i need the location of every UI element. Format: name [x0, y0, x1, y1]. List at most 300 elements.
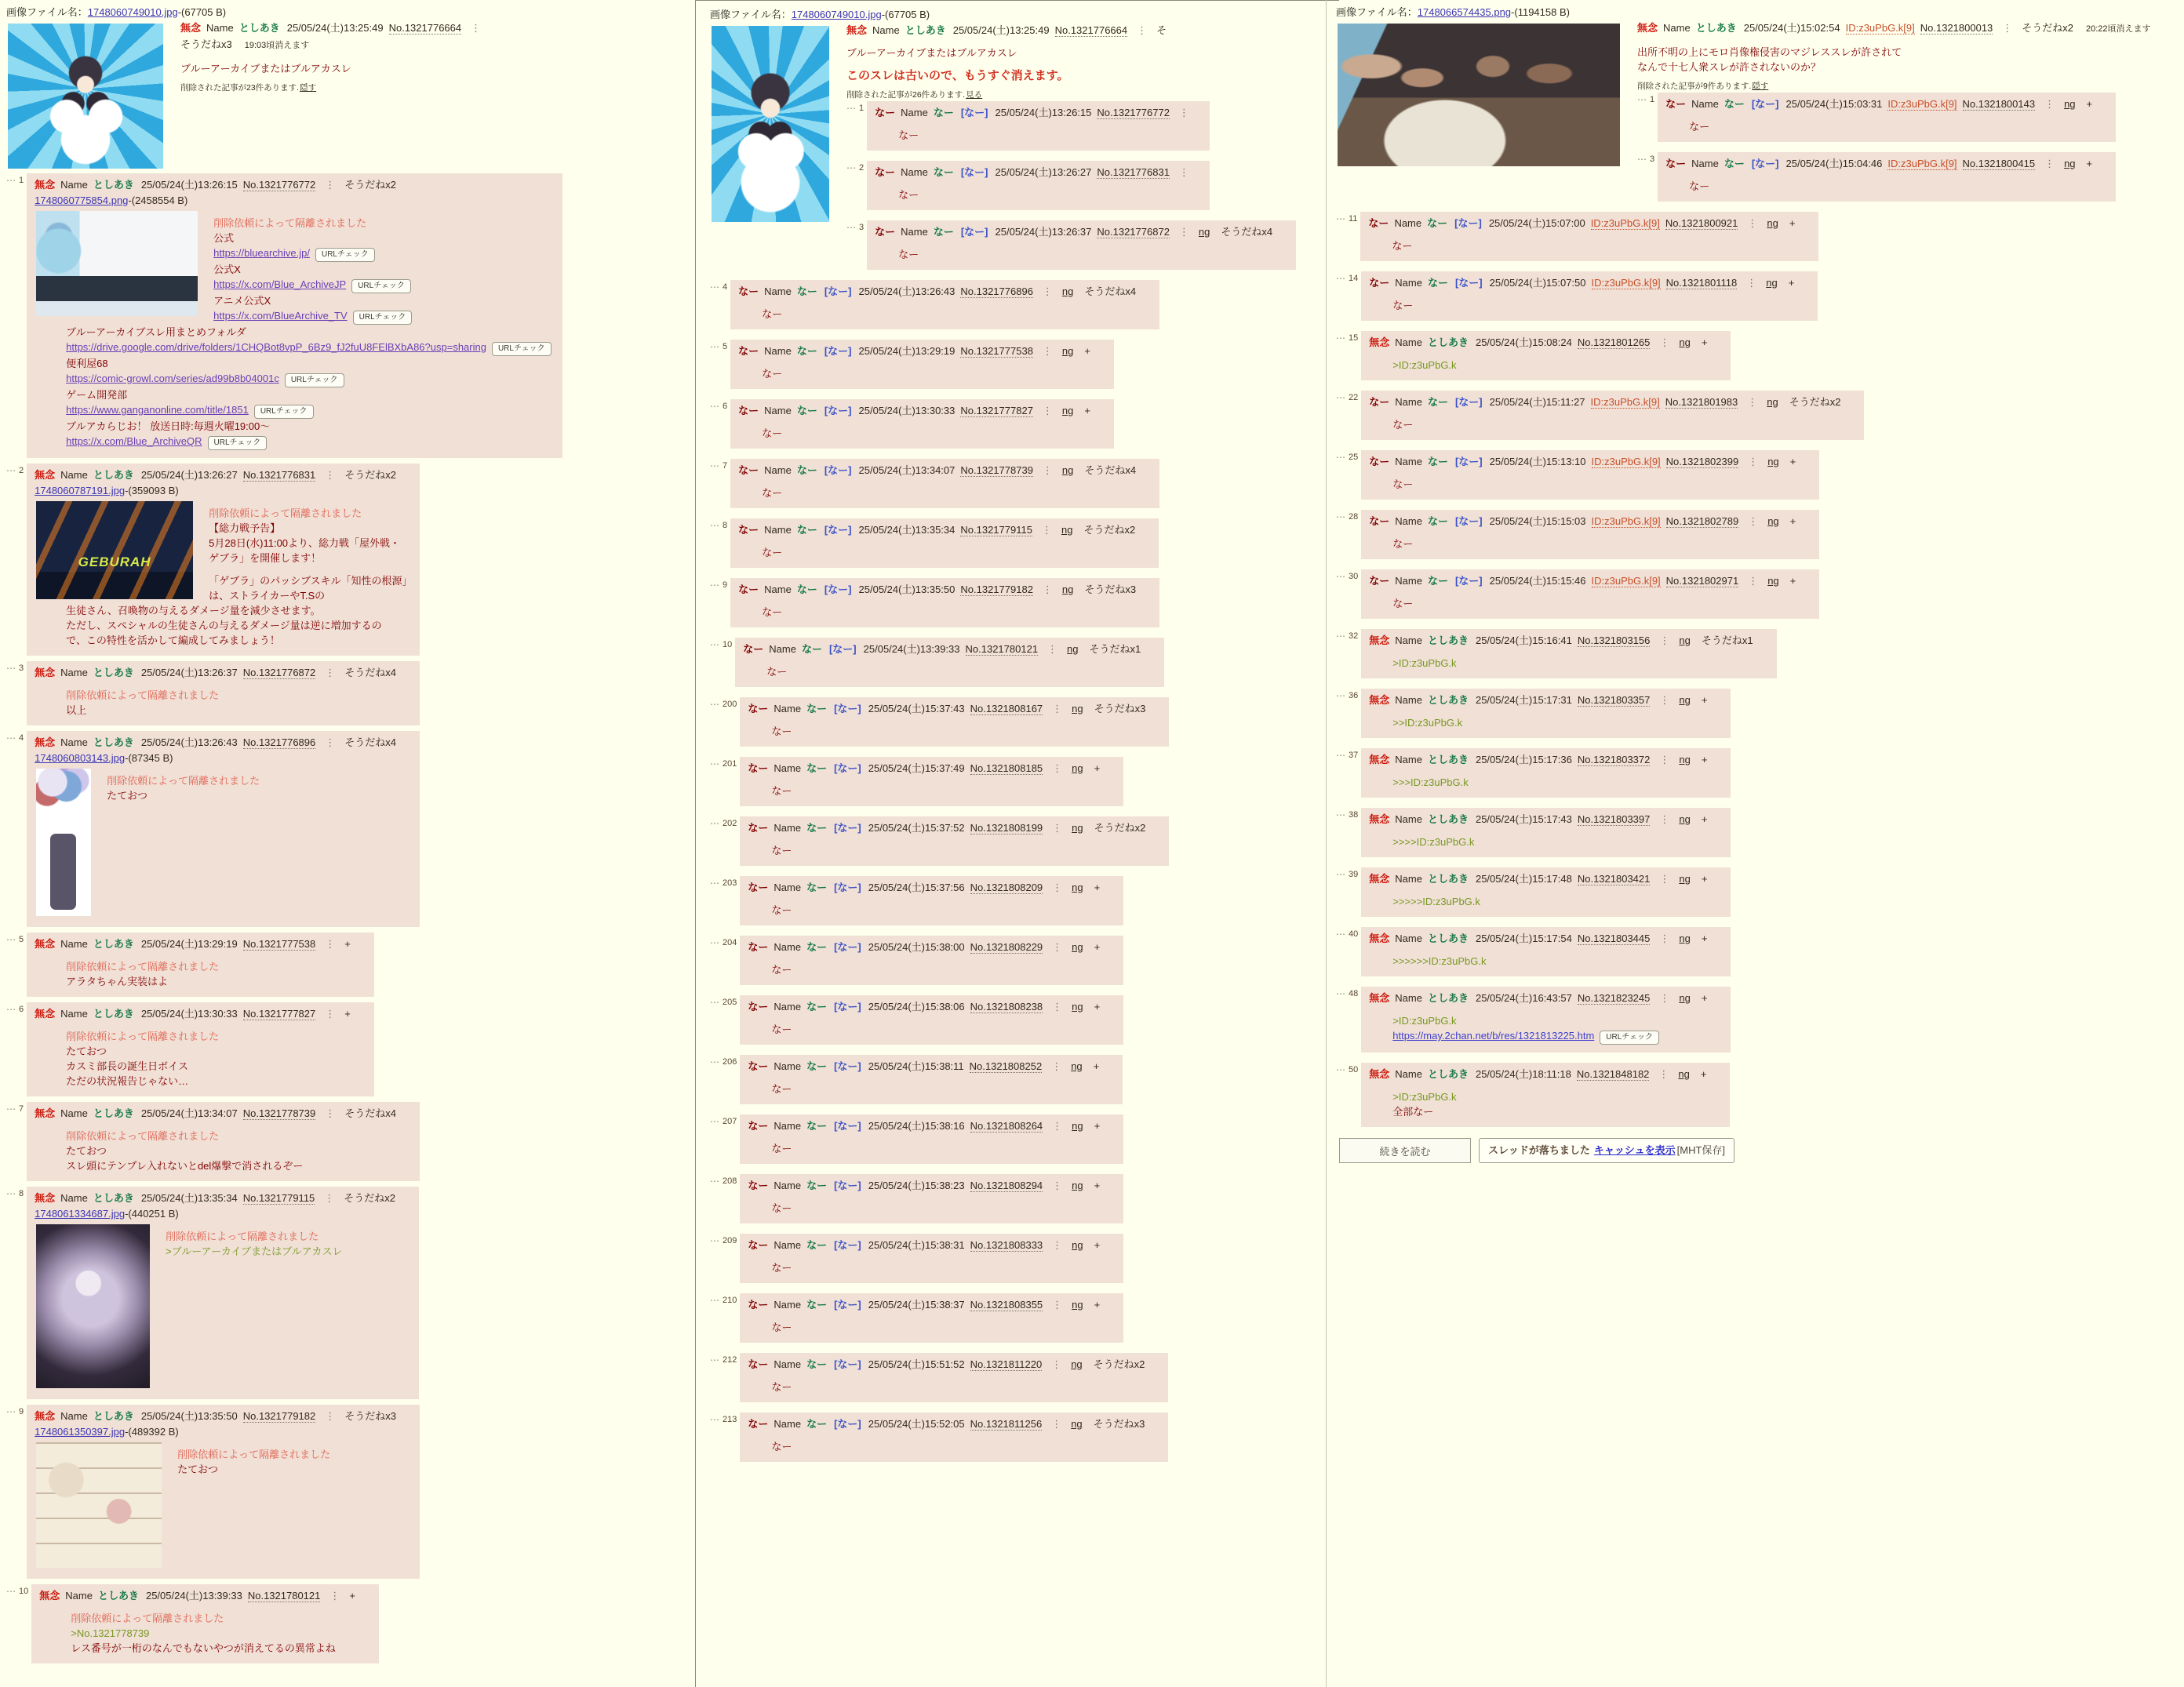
- post-menu-icon[interactable]: [1052, 1120, 1062, 1132]
- reply-menu-icon[interactable]: [6, 934, 16, 945]
- ng-link[interactable]: ng: [1071, 1060, 1083, 1072]
- reply-menu-icon[interactable]: [710, 1414, 719, 1425]
- post-menu-icon[interactable]: [2044, 98, 2055, 110]
- reply-number-link[interactable]: No.1321777538: [960, 345, 1033, 357]
- post-menu-icon[interactable]: [1052, 1001, 1062, 1013]
- post-menu-icon[interactable]: [1747, 396, 1757, 408]
- sodane-count[interactable]: +: [1788, 277, 1795, 289]
- ng-link[interactable]: ng: [1061, 464, 1074, 476]
- ng-link[interactable]: ng: [1678, 1068, 1690, 1080]
- sodane-count[interactable]: そうだねx3: [344, 1410, 396, 1422]
- post-menu-icon[interactable]: [324, 1192, 334, 1204]
- reply-poster-name: なー: [806, 1299, 828, 1311]
- reply-number-link[interactable]: No.1321803156: [1577, 634, 1651, 646]
- post-menu-icon[interactable]: [1748, 575, 1758, 587]
- reply-menu-icon[interactable]: [6, 663, 16, 674]
- post-menu-icon[interactable]: [1659, 634, 1669, 646]
- sodane-count[interactable]: そうだねx3: [1084, 584, 1137, 595]
- reply-number-link[interactable]: No.1321802789: [1665, 515, 1739, 527]
- post-menu-icon[interactable]: [1179, 166, 1189, 178]
- reply-menu-icon[interactable]: [710, 460, 719, 471]
- reply-menu-icon[interactable]: [1336, 511, 1345, 522]
- reply-menu-icon[interactable]: [710, 1056, 719, 1067]
- sodane-count[interactable]: +: [1094, 1239, 1101, 1251]
- file-name-link[interactable]: 1748060749010.jpg: [87, 6, 178, 18]
- reply-id-link[interactable]: ID:z3uPbG.k[9]: [1887, 98, 1957, 110]
- sodane-count[interactable]: +: [1094, 1120, 1101, 1132]
- sodane-count[interactable]: そうだねx3: [180, 38, 232, 50]
- sodane-count[interactable]: +: [1701, 754, 1708, 765]
- reply-menu-icon[interactable]: [710, 997, 719, 1008]
- sodane-count[interactable]: +: [1789, 515, 1796, 527]
- reply-file-line: [35, 1207, 408, 1221]
- name-label: Name: [60, 1192, 88, 1204]
- reply-menu-icon[interactable]: [710, 639, 719, 650]
- post-menu-icon[interactable]: [1052, 1180, 1062, 1191]
- op-number-link[interactable]: No.1321800013: [1920, 22, 1993, 34]
- post-menu-icon[interactable]: [1051, 1358, 1061, 1370]
- post-menu-icon[interactable]: [329, 1590, 340, 1602]
- sodane-count[interactable]: +: [1701, 873, 1708, 885]
- sodane-count[interactable]: +: [1789, 456, 1796, 467]
- reply-post: [27, 1187, 419, 1399]
- post-menu-icon[interactable]: [1179, 107, 1189, 118]
- ng-link[interactable]: ng: [1767, 456, 1779, 467]
- op-thumbnail-photo[interactable]: [1338, 24, 1620, 166]
- reply-menu-icon[interactable]: [710, 758, 719, 769]
- reply-menu-icon[interactable]: [846, 222, 856, 233]
- post-menu-icon[interactable]: [325, 1107, 335, 1119]
- reply-subject: 無念: [35, 179, 56, 191]
- show-cache-link[interactable]: キャッシュを表示: [1593, 1144, 1676, 1156]
- reply-menu-icon[interactable]: [710, 818, 719, 829]
- ng-link[interactable]: ng: [1679, 634, 1691, 646]
- reply-number-link[interactable]: No.1321803421: [1577, 873, 1651, 885]
- file-name-link[interactable]: 1748066574435.png: [1417, 6, 1512, 18]
- reply-menu-icon[interactable]: [710, 1176, 719, 1187]
- ng-link[interactable]: ng: [1679, 933, 1691, 944]
- reply-number-link[interactable]: No.1321800143: [1962, 98, 2036, 110]
- ng-link[interactable]: ng: [1679, 992, 1691, 1004]
- post-menu-icon[interactable]: [1052, 1299, 1062, 1311]
- ng-link[interactable]: ng: [1766, 277, 1778, 289]
- reply-id-link[interactable]: ID:z3uPbG.k[9]: [1591, 515, 1661, 527]
- reply-row: [1336, 510, 2184, 559]
- ng-link[interactable]: ng: [1767, 396, 1778, 408]
- reply-poster-name: としあき: [93, 469, 134, 481]
- sodane-count[interactable]: +: [2086, 158, 2093, 169]
- reply-menu-icon[interactable]: [710, 580, 719, 591]
- reply-menu-icon[interactable]: [1336, 809, 1345, 820]
- sodane-count-clipped[interactable]: そ: [1156, 24, 1167, 36]
- reply-number-link[interactable]: No.1321776872: [1097, 226, 1170, 238]
- body-line: https://x.com/Blue_ArchiveQR URLチェック: [66, 434, 551, 450]
- reply-number-link[interactable]: No.1321800921: [1665, 217, 1738, 229]
- sodane-count[interactable]: +: [1789, 217, 1796, 229]
- reply-menu-icon[interactable]: [6, 175, 16, 186]
- reply-number-link[interactable]: No.1321776831: [1097, 166, 1170, 178]
- post-menu-icon[interactable]: [1047, 643, 1057, 655]
- post-menu-icon[interactable]: [1043, 464, 1053, 476]
- reply-number-link[interactable]: No.1321800415: [1962, 158, 2036, 169]
- reply-menu-icon[interactable]: [710, 520, 719, 531]
- reply-menu-icon[interactable]: [710, 1116, 719, 1127]
- post-menu-icon[interactable]: [1746, 277, 1756, 289]
- reply-number-link[interactable]: No.1321803445: [1577, 933, 1651, 944]
- reply-number: 208: [723, 1176, 737, 1186]
- sodane-count[interactable]: +: [1093, 1060, 1100, 1072]
- ng-link[interactable]: ng: [1679, 813, 1691, 825]
- ng-link[interactable]: ng: [1071, 1358, 1083, 1370]
- post-menu-icon[interactable]: [1052, 822, 1062, 834]
- reply-number-link[interactable]: No.1321808355: [970, 1299, 1043, 1311]
- url-check-button[interactable]: URLチェック: [1600, 1031, 1659, 1045]
- post-menu-icon[interactable]: [1052, 762, 1062, 774]
- sodane-count[interactable]: そうだねx1: [1701, 634, 1753, 646]
- reply-number-link[interactable]: No.1321801118: [1665, 277, 1738, 289]
- reply-menu-icon[interactable]: [846, 103, 856, 114]
- reply-number-link[interactable]: No.1321776772: [242, 179, 316, 191]
- reply-number-link[interactable]: No.1321777538: [242, 938, 316, 950]
- ng-link[interactable]: ng: [1679, 754, 1691, 765]
- sodane-count[interactable]: そうだねx2: [1094, 822, 1146, 834]
- reply-id-link[interactable]: ID:z3uPbG.k[9]: [1591, 575, 1661, 587]
- post-menu-icon[interactable]: [1043, 405, 1053, 416]
- reply-number-link[interactable]: No.1321808238: [970, 1001, 1043, 1013]
- reply-file-name-link[interactable]: 1748061334687.jpg: [35, 1208, 126, 1220]
- deleted-toggle-link[interactable]: 隠す: [300, 83, 317, 93]
- reply-number-link[interactable]: No.1321803372: [1577, 754, 1651, 765]
- post-menu-icon[interactable]: [325, 1008, 335, 1020]
- post-menu-icon[interactable]: [1052, 1239, 1062, 1251]
- reply-number-link[interactable]: No.1321802399: [1665, 456, 1739, 467]
- reply-thumbnail[interactable]: [36, 1442, 162, 1568]
- post-menu-icon[interactable]: [1659, 694, 1669, 706]
- post-menu-icon[interactable]: [1659, 813, 1669, 825]
- reply-menu-icon[interactable]: [710, 401, 719, 412]
- reply-menu-icon[interactable]: [1336, 273, 1345, 284]
- op-id-link[interactable]: ID:z3uPbG.k[9]: [1845, 22, 1915, 34]
- sodane-count[interactable]: +: [2086, 98, 2093, 110]
- ng-link[interactable]: ng: [1679, 336, 1691, 348]
- ng-link[interactable]: ng: [2064, 158, 2076, 169]
- ng-link[interactable]: ng: [1067, 643, 1079, 655]
- post-menu-icon[interactable]: [325, 469, 335, 481]
- sodane-count[interactable]: +: [1701, 813, 1708, 825]
- ng-link[interactable]: ng: [2064, 98, 2076, 110]
- sodane-count[interactable]: +: [349, 1590, 355, 1602]
- reply-number-link[interactable]: No.1321803397: [1577, 813, 1651, 825]
- ng-link[interactable]: ng: [1767, 217, 1778, 229]
- sodane-count[interactable]: そうだねx4: [344, 667, 396, 678]
- reply-number-link[interactable]: No.1321779182: [960, 584, 1033, 595]
- post-menu-icon[interactable]: [1043, 285, 1053, 297]
- reply-menu-icon[interactable]: [6, 1586, 16, 1597]
- ng-link[interactable]: ng: [1071, 1418, 1083, 1430]
- sodane-count[interactable]: +: [1789, 575, 1796, 587]
- reply-thumbnail[interactable]: [36, 501, 193, 599]
- post-menu-icon[interactable]: [1659, 873, 1669, 885]
- sodane-count[interactable]: +: [1700, 1068, 1707, 1080]
- reply-number-link[interactable]: No.1321808209: [970, 882, 1043, 893]
- reply-number-link[interactable]: No.1321808264: [970, 1120, 1043, 1132]
- name-label: Name: [774, 882, 802, 893]
- reply-post: [27, 731, 420, 927]
- url-check-button[interactable]: URLチェック: [492, 342, 551, 356]
- sodane-count[interactable]: そうだねx1: [1089, 643, 1141, 655]
- ng-link[interactable]: ng: [1061, 524, 1073, 536]
- post-menu-icon[interactable]: [325, 179, 335, 191]
- reply-number-link[interactable]: No.1321776896: [960, 285, 1033, 297]
- post-menu-icon[interactable]: [1659, 992, 1669, 1004]
- ng-link[interactable]: ng: [1072, 1001, 1083, 1013]
- sodane-count[interactable]: そうだねx2: [1083, 524, 1136, 536]
- ng-link[interactable]: ng: [1679, 694, 1691, 706]
- read-more-button[interactable]: 続きを読む: [1339, 1138, 1471, 1163]
- post-menu-icon[interactable]: [1658, 1068, 1669, 1080]
- url-check-button[interactable]: URLチェック: [208, 436, 268, 450]
- post-menu-icon[interactable]: [1179, 226, 1189, 238]
- ng-link[interactable]: ng: [1198, 226, 1210, 238]
- sodane-count[interactable]: +: [344, 938, 351, 950]
- reply-number-link[interactable]: No.1321808252: [969, 1060, 1043, 1072]
- reply-number-link[interactable]: No.1321802971: [1665, 575, 1739, 587]
- reply-menu-icon[interactable]: [1336, 571, 1345, 582]
- reply-number-link[interactable]: No.1321801983: [1665, 396, 1738, 408]
- reply-menu-icon[interactable]: [1336, 333, 1345, 344]
- reply-menu-icon[interactable]: [1336, 750, 1345, 761]
- sodane-count[interactable]: そうだねx3: [1093, 1418, 1145, 1430]
- reply-menu-icon[interactable]: [710, 282, 719, 293]
- reply-menu-icon[interactable]: [1336, 869, 1345, 880]
- reply-number-link[interactable]: No.1321848182: [1576, 1068, 1650, 1080]
- ng-link[interactable]: ng: [1072, 1180, 1083, 1191]
- sodane-count[interactable]: そうだねx2: [344, 179, 396, 191]
- ng-link[interactable]: ng: [1072, 882, 1083, 893]
- reply-menu-icon[interactable]: [710, 878, 719, 889]
- sodane-count[interactable]: そうだねx2: [2022, 22, 2074, 34]
- reply-number-link[interactable]: No.1321776872: [242, 667, 316, 678]
- sodane-count[interactable]: +: [1094, 941, 1101, 953]
- reply-body: [771, 1320, 1112, 1335]
- sodane-count[interactable]: +: [1084, 345, 1090, 357]
- reply-number-link[interactable]: No.1321779115: [242, 1192, 315, 1204]
- post-menu-icon[interactable]: [1748, 515, 1758, 527]
- ng-link[interactable]: ng: [1061, 405, 1074, 416]
- post-menu-icon[interactable]: [1051, 1060, 1061, 1072]
- reply-number-link[interactable]: No.1321808185: [970, 762, 1043, 774]
- ng-link[interactable]: ng: [1679, 873, 1691, 885]
- reply-menu-icon[interactable]: [6, 1188, 16, 1199]
- reply-menu-icon[interactable]: [1336, 213, 1345, 224]
- sodane-count[interactable]: +: [1094, 882, 1101, 893]
- reply-number-link[interactable]: No.1321777827: [960, 405, 1033, 416]
- ng-link[interactable]: ng: [1767, 575, 1779, 587]
- reply-number-link[interactable]: No.1321778739: [960, 464, 1033, 476]
- reply-file-name-link[interactable]: 1748060787191.jpg: [35, 485, 126, 496]
- reply-menu-icon[interactable]: [710, 937, 719, 948]
- sodane-count[interactable]: そうだねx4: [1084, 285, 1137, 297]
- url-check-button[interactable]: URLチェック: [351, 279, 411, 293]
- reply-subject: なー: [875, 226, 896, 238]
- post-menu-icon[interactable]: [325, 736, 335, 748]
- post-menu-icon[interactable]: [1659, 754, 1669, 765]
- post-menu-icon[interactable]: [1042, 524, 1052, 536]
- reply-menu-icon[interactable]: [1336, 690, 1345, 701]
- reply-menu-icon[interactable]: [1336, 988, 1345, 999]
- reply-menu-icon[interactable]: [1637, 154, 1647, 165]
- reply-number-link[interactable]: No.1321777827: [242, 1008, 316, 1020]
- ng-link[interactable]: ng: [1061, 345, 1074, 357]
- reply-menu-icon[interactable]: [710, 699, 719, 710]
- reply-number-link[interactable]: No.1321776772: [1097, 107, 1170, 118]
- reply-menu-icon[interactable]: [1637, 94, 1647, 105]
- reply-file-name-link[interactable]: 1748060803143.jpg: [35, 752, 126, 764]
- reply-number-link[interactable]: No.1321808199: [970, 822, 1043, 834]
- reply-menu-icon[interactable]: [710, 341, 719, 352]
- reply-number-link[interactable]: No.1321776831: [242, 469, 316, 481]
- reply-id-link[interactable]: ID:z3uPbG.k[9]: [1591, 456, 1661, 467]
- reply-id-link[interactable]: ID:z3uPbG.k[9]: [1887, 158, 1957, 169]
- sodane-count[interactable]: +: [1701, 933, 1708, 944]
- reply-menu-icon[interactable]: [6, 1406, 16, 1417]
- reply-menu-icon[interactable]: [6, 1004, 16, 1015]
- sodane-count[interactable]: +: [1094, 1299, 1101, 1311]
- sodane-count[interactable]: そうだねx4: [344, 736, 396, 748]
- sodane-count[interactable]: そうだねx2: [1093, 1358, 1145, 1370]
- ng-link[interactable]: ng: [1767, 515, 1779, 527]
- deleted-toggle-link[interactable]: 隠す: [1752, 82, 1769, 91]
- reply-number-link[interactable]: No.1321779115: [960, 524, 1032, 536]
- reply-menu-icon[interactable]: [1336, 1064, 1345, 1075]
- sodane-count[interactable]: そうだねx3: [1094, 703, 1146, 714]
- reply-number-link[interactable]: No.1321808229: [970, 941, 1043, 953]
- reply-number-link[interactable]: No.1321811220: [970, 1358, 1043, 1370]
- reply-id-link[interactable]: ID:z3uPbG.k[9]: [1590, 396, 1660, 408]
- reply-file-name-link[interactable]: 1748060775854.png: [35, 195, 129, 206]
- reply-menu-icon[interactable]: [1336, 929, 1345, 940]
- sodane-count[interactable]: そうだねx2: [1789, 396, 1841, 408]
- ng-link[interactable]: ng: [1072, 1299, 1083, 1311]
- reply-menu-icon[interactable]: [6, 733, 16, 744]
- op-number-link[interactable]: No.1321776664: [1054, 24, 1128, 36]
- post-menu-icon[interactable]: [2002, 22, 2012, 34]
- reply-menu-icon[interactable]: [1336, 452, 1345, 463]
- reply-menu-icon[interactable]: [710, 1354, 719, 1365]
- reply-thumbnail[interactable]: [36, 211, 198, 316]
- file-name-link[interactable]: 1748060749010.jpg: [791, 9, 882, 20]
- reply-thumbnail[interactable]: [36, 769, 91, 916]
- sodane-count[interactable]: +: [1701, 336, 1708, 348]
- ng-link[interactable]: ng: [1072, 822, 1083, 834]
- ng-link[interactable]: ng: [1072, 762, 1083, 774]
- post-menu-icon[interactable]: [325, 938, 335, 950]
- sodane-count[interactable]: そうだねx4: [344, 1107, 396, 1119]
- reply-number-link[interactable]: No.1321801265: [1577, 336, 1651, 348]
- reply-menu-icon[interactable]: [1336, 392, 1345, 403]
- ng-link[interactable]: ng: [1072, 703, 1083, 714]
- post-menu-icon[interactable]: [1659, 336, 1669, 348]
- post-menu-icon[interactable]: [471, 22, 481, 34]
- sodane-count[interactable]: そうだねx2: [344, 469, 396, 481]
- reply-id-link[interactable]: ID:z3uPbG.k[9]: [1591, 277, 1661, 289]
- sodane-count[interactable]: そうだねx4: [1084, 464, 1137, 476]
- url-check-button[interactable]: URLチェック: [254, 405, 314, 419]
- reply-number-link[interactable]: No.1321803357: [1577, 694, 1651, 706]
- post-menu-icon[interactable]: [1748, 456, 1758, 467]
- reply-number-link[interactable]: No.1321808294: [970, 1180, 1043, 1191]
- sodane-count[interactable]: そうだねx2: [344, 1192, 396, 1204]
- sodane-count[interactable]: +: [344, 1008, 351, 1020]
- reply-number-link[interactable]: No.1321811256: [970, 1418, 1043, 1430]
- reply-menu-icon[interactable]: [846, 162, 856, 173]
- reply-menu-icon[interactable]: [6, 1103, 16, 1114]
- ng-link[interactable]: ng: [1061, 285, 1074, 297]
- url-check-button[interactable]: URLチェック: [353, 311, 413, 325]
- reply-menu-icon[interactable]: [710, 1295, 719, 1306]
- reply-number-link[interactable]: No.1321776896: [242, 736, 316, 748]
- post-menu-icon[interactable]: [1052, 703, 1062, 714]
- post-menu-icon[interactable]: [2044, 158, 2055, 169]
- op-number-link[interactable]: No.1321776664: [388, 22, 462, 34]
- reply-number-link[interactable]: No.1321808333: [970, 1239, 1043, 1251]
- reply-id-link[interactable]: ID:z3uPbG.k[9]: [1590, 217, 1660, 229]
- reply-menu-icon[interactable]: [6, 465, 16, 476]
- post-menu-icon[interactable]: [1137, 24, 1147, 36]
- reply-number-link[interactable]: No.1321780121: [247, 1590, 321, 1602]
- ng-link[interactable]: ng: [1061, 584, 1074, 595]
- url-check-button[interactable]: URLチェック: [285, 373, 344, 387]
- post-menu-icon[interactable]: [1052, 882, 1062, 893]
- reply-thumbnail[interactable]: [36, 1224, 150, 1388]
- post-menu-icon[interactable]: [325, 1410, 335, 1422]
- post-menu-icon[interactable]: [1051, 1418, 1061, 1430]
- sodane-count[interactable]: +: [1094, 762, 1101, 774]
- ng-link[interactable]: ng: [1072, 1120, 1083, 1132]
- reply-subject: 無念: [1369, 1068, 1390, 1080]
- sodane-count[interactable]: +: [1094, 1180, 1101, 1191]
- reply-header: [748, 1179, 1112, 1193]
- op-thumbnail[interactable]: [8, 24, 163, 169]
- post-menu-icon[interactable]: [1052, 941, 1062, 953]
- ng-link[interactable]: ng: [1072, 1239, 1083, 1251]
- reply-subject: なー: [748, 1001, 769, 1013]
- deleted-toggle-link[interactable]: 見る: [966, 90, 983, 100]
- post-menu-icon[interactable]: [1043, 345, 1053, 357]
- url-check-button[interactable]: URLチェック: [315, 248, 375, 262]
- op-thumbnail[interactable]: [712, 26, 829, 222]
- ng-link[interactable]: ng: [1072, 941, 1083, 953]
- sodane-count[interactable]: +: [1701, 992, 1708, 1004]
- reply-number-link[interactable]: No.1321780121: [965, 643, 1039, 655]
- sodane-count[interactable]: +: [1084, 405, 1090, 416]
- sodane-count[interactable]: +: [1094, 1001, 1101, 1013]
- reply-number-link[interactable]: No.1321823245: [1577, 992, 1651, 1004]
- reply-menu-icon[interactable]: [1336, 631, 1345, 642]
- post-menu-icon[interactable]: [1747, 217, 1757, 229]
- reply-menu-icon[interactable]: [710, 1235, 719, 1246]
- reply-number-link[interactable]: No.1321778739: [242, 1107, 316, 1119]
- post-menu-icon[interactable]: [325, 667, 335, 678]
- reply-number-link[interactable]: No.1321808167: [970, 703, 1043, 714]
- reply-subject: 無念: [35, 1410, 56, 1422]
- sodane-count[interactable]: +: [1701, 694, 1708, 706]
- sodane-count[interactable]: そうだねx4: [1221, 226, 1273, 238]
- post-menu-icon[interactable]: [1659, 933, 1669, 944]
- post-menu-icon[interactable]: [1043, 584, 1053, 595]
- reply-number-link[interactable]: No.1321779182: [242, 1410, 316, 1422]
- reply-file-name-link[interactable]: 1748061350397.jpg: [35, 1426, 126, 1438]
